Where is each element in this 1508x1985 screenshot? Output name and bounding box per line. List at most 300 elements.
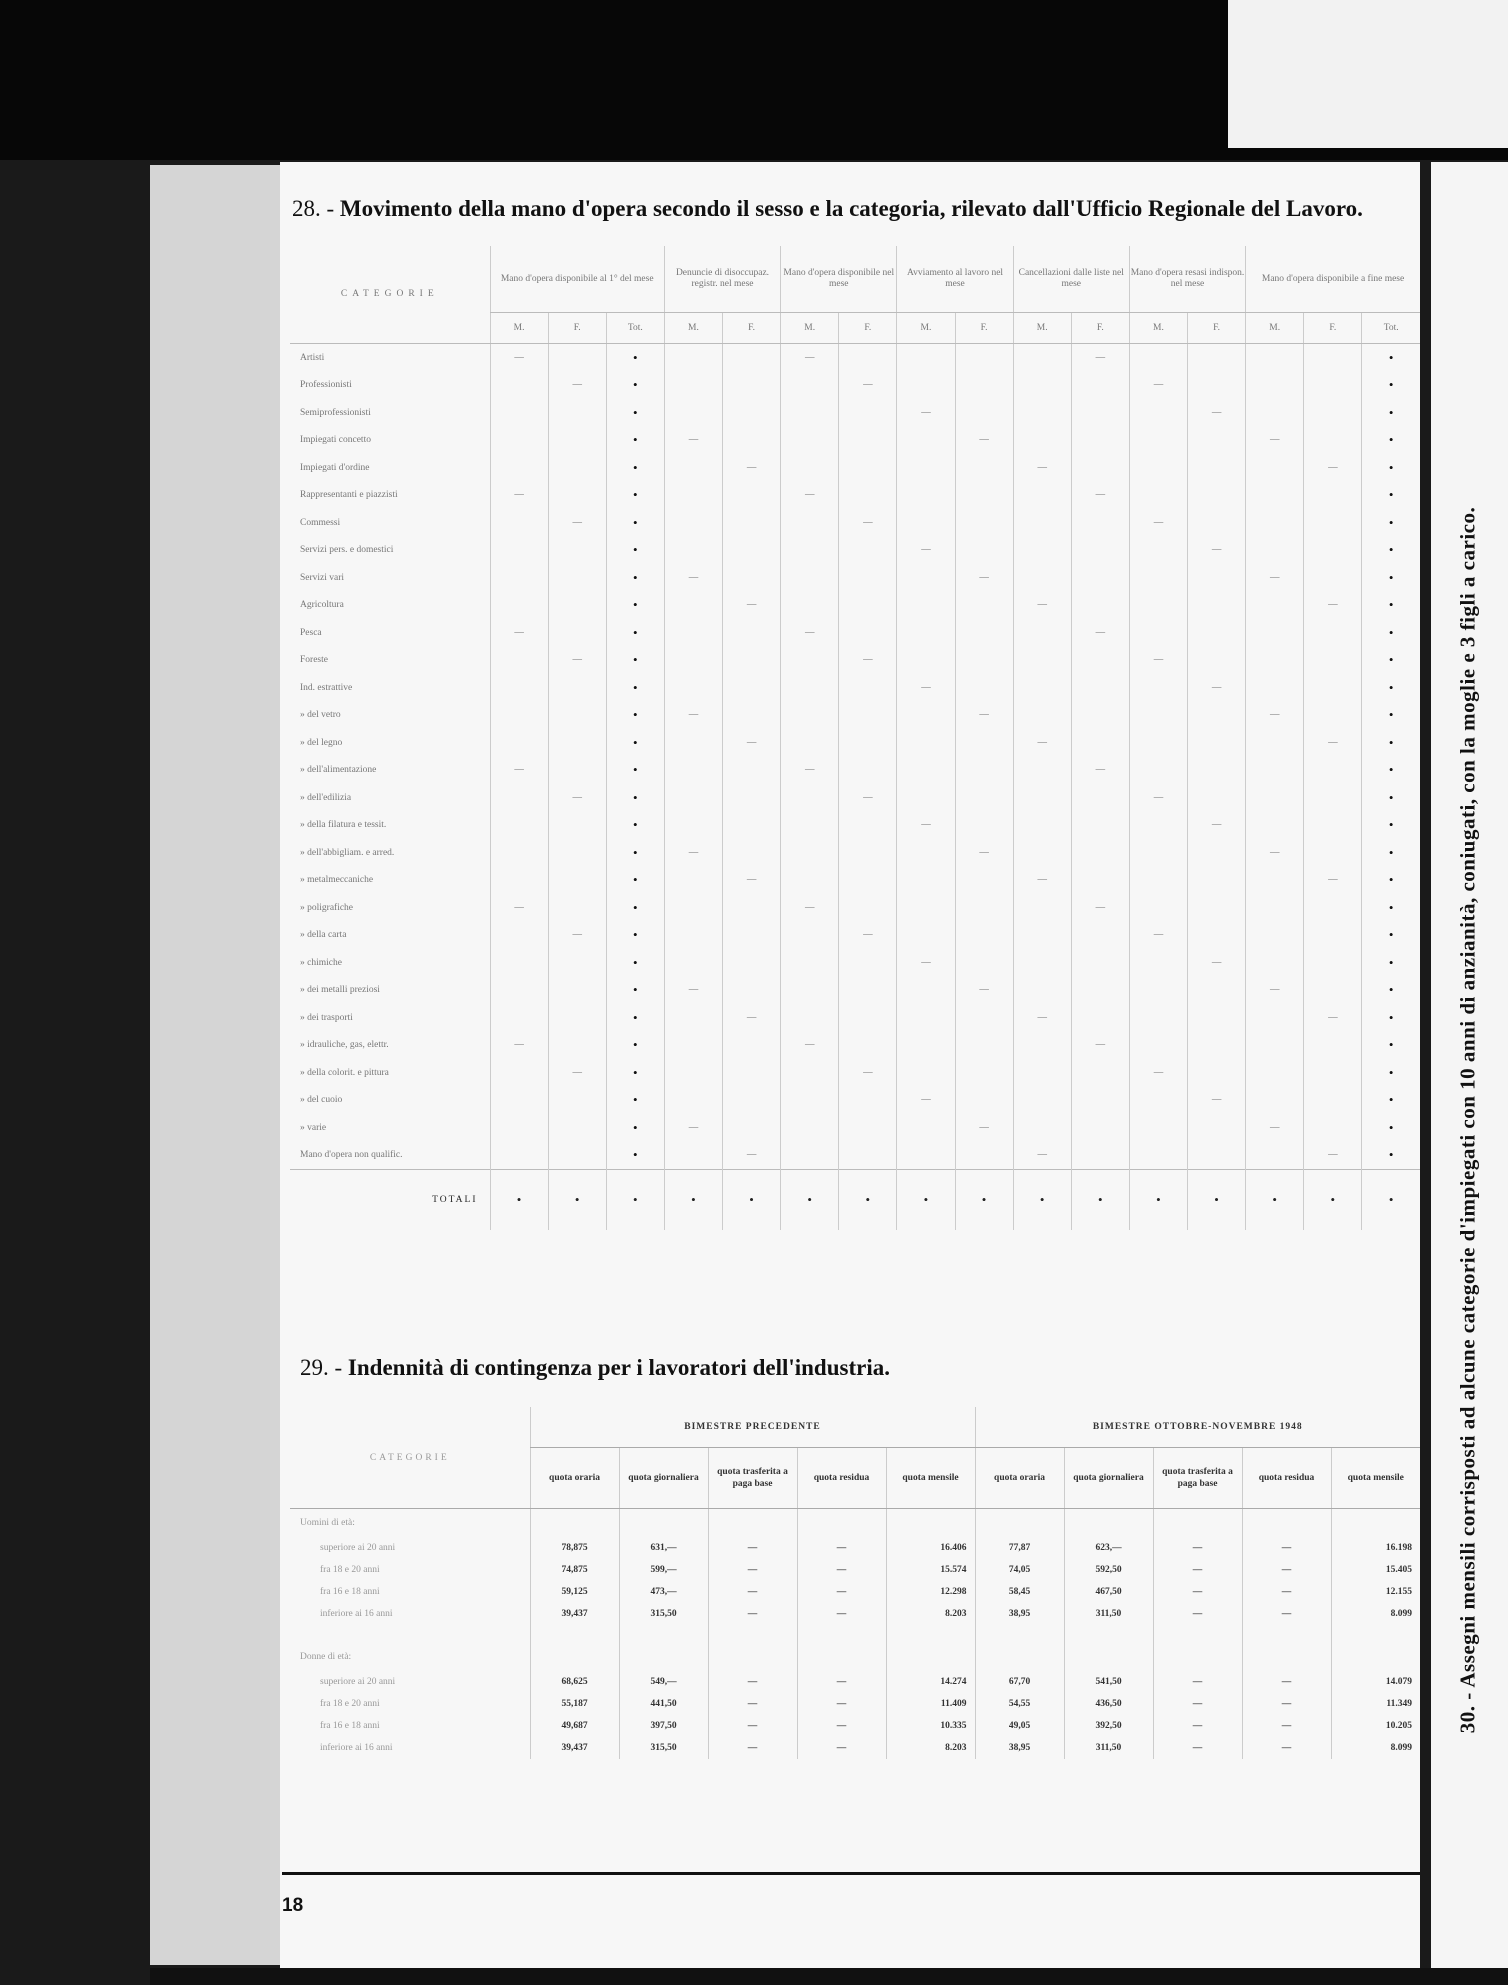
empty-cell <box>1071 1087 1129 1115</box>
empty-cell <box>955 482 1013 510</box>
dash-cell: — <box>955 702 1013 730</box>
empty-cell <box>708 1625 797 1643</box>
period-previous-header: BIMESTRE PRECEDENTE <box>530 1407 975 1448</box>
empty-cell <box>1013 894 1071 922</box>
empty-cell <box>1071 454 1129 482</box>
curr-value: 11.349 <box>1331 1693 1420 1715</box>
empty-cell <box>723 509 781 537</box>
empty-cell <box>781 1059 839 1087</box>
category-label: » della colorit. e pittura <box>300 1067 389 1078</box>
table-row <box>290 1715 1420 1737</box>
curr-value: 392,50 <box>1064 1715 1153 1737</box>
empty-cell <box>955 1032 1013 1060</box>
empty-cell <box>839 1032 897 1060</box>
empty-cell <box>839 537 897 565</box>
empty-cell <box>664 537 722 565</box>
empty-cell <box>1129 839 1187 867</box>
empty-cell <box>1246 729 1304 757</box>
group-header: Mano d'opera disponibile al 1° del mese <box>490 246 664 313</box>
dash-cell: — <box>548 1059 606 1087</box>
dash-cell: — <box>548 784 606 812</box>
empty-cell <box>1304 839 1362 867</box>
category-label: » del vetro <box>300 710 341 721</box>
category-label: » varie <box>300 1122 327 1133</box>
empty-cell <box>781 839 839 867</box>
prev-value: 39,437 <box>530 1737 619 1759</box>
empty-cell <box>664 1142 722 1170</box>
empty-cell <box>1129 867 1187 895</box>
empty-cell <box>723 427 781 455</box>
empty-cell <box>490 537 548 565</box>
empty-cell <box>897 977 955 1005</box>
empty-cell <box>664 454 722 482</box>
category-label: Mano d'opera non qualific. <box>300 1150 403 1161</box>
value-mark: • <box>1362 922 1420 950</box>
value-mark: • <box>606 784 664 812</box>
empty-cell <box>1129 674 1187 702</box>
empty-cell <box>1013 839 1071 867</box>
table-28-title-text: Movimento della mano d'opera secondo il sesso e la categoria, rilevato dall'Ufficio Regionale del Lavoro. <box>339 196 1363 221</box>
group-header: Avviamento al lavoro nel mese <box>897 246 1013 313</box>
prev-value: — <box>797 1581 886 1603</box>
table-row <box>290 647 1420 675</box>
empty-cell <box>1188 372 1246 400</box>
category-label: » dell'abbigliam. e arred. <box>300 847 395 858</box>
empty-cell <box>955 922 1013 950</box>
dark-scan-border-bottom <box>150 1968 1508 1985</box>
value-mark: • <box>1362 399 1420 427</box>
dash-cell: — <box>1071 482 1129 510</box>
category-label: Servizi pers. e domestici <box>300 545 394 556</box>
empty-cell <box>1071 729 1129 757</box>
table-row <box>290 784 1420 812</box>
total-mark: • <box>606 1170 664 1231</box>
category-label: » dei trasporti <box>300 1012 353 1023</box>
category-label: Professionisti <box>300 380 352 391</box>
empty-cell <box>1246 1087 1304 1115</box>
value-mark: • <box>606 1032 664 1060</box>
curr-value: 311,50 <box>1064 1603 1153 1625</box>
empty-cell <box>490 784 548 812</box>
value-mark: • <box>606 1142 664 1170</box>
table-row <box>290 1004 1420 1032</box>
prev-value: — <box>708 1581 797 1603</box>
empty-cell <box>897 702 955 730</box>
prev-value: — <box>708 1737 797 1759</box>
table-row <box>290 1087 1420 1115</box>
prev-value: 8.203 <box>886 1737 975 1759</box>
category-label: » della filatura e tessit. <box>300 820 387 831</box>
value-mark: • <box>1362 784 1420 812</box>
column-header: quota oraria <box>530 1448 619 1509</box>
empty-cell <box>490 427 548 455</box>
curr-value: 467,50 <box>1064 1581 1153 1603</box>
empty-cell <box>955 647 1013 675</box>
empty-cell <box>797 1509 886 1538</box>
empty-cell <box>1071 839 1129 867</box>
table-28-title <box>292 196 1363 222</box>
empty-cell <box>839 729 897 757</box>
empty-cell <box>839 702 897 730</box>
empty-cell <box>548 977 606 1005</box>
sex-subheader: F. <box>955 313 1013 344</box>
value-mark: • <box>606 592 664 620</box>
empty-cell <box>664 922 722 950</box>
curr-value: — <box>1242 1715 1331 1737</box>
empty-cell <box>490 812 548 840</box>
empty-cell <box>1013 674 1071 702</box>
empty-cell <box>1071 977 1129 1005</box>
prev-value: 10.335 <box>886 1715 975 1737</box>
empty-cell <box>1246 1032 1304 1060</box>
value-mark: • <box>1362 482 1420 510</box>
table-row <box>290 1737 1420 1759</box>
column-header: quota trasferita a paga base <box>708 1448 797 1509</box>
value-mark: • <box>606 867 664 895</box>
empty-cell <box>1188 509 1246 537</box>
empty-cell <box>548 399 606 427</box>
table-29-number: 29. - <box>300 1355 343 1380</box>
value-mark: • <box>606 619 664 647</box>
empty-cell <box>955 454 1013 482</box>
dash-cell: — <box>1071 619 1129 647</box>
prev-value: 16.406 <box>886 1537 975 1559</box>
empty-cell <box>1304 509 1362 537</box>
age-label: superiore ai 20 anni <box>320 1677 396 1687</box>
empty-cell <box>1129 702 1187 730</box>
empty-cell <box>781 1087 839 1115</box>
empty-cell <box>723 482 781 510</box>
curr-value: 436,50 <box>1064 1693 1153 1715</box>
empty-cell <box>490 399 548 427</box>
empty-cell <box>619 1509 708 1538</box>
value-mark: • <box>1362 757 1420 785</box>
value-mark: • <box>606 1114 664 1142</box>
dash-cell: — <box>1129 1059 1187 1087</box>
total-mark: • <box>1013 1170 1071 1231</box>
curr-value: — <box>1153 1537 1242 1559</box>
empty-cell <box>1188 757 1246 785</box>
total-mark: • <box>548 1170 606 1231</box>
empty-cell <box>723 619 781 647</box>
dash-cell: — <box>723 1142 781 1170</box>
empty-cell <box>1071 1004 1129 1032</box>
dash-cell: — <box>781 757 839 785</box>
empty-cell <box>781 949 839 977</box>
empty-cell <box>548 482 606 510</box>
prev-value: 74,875 <box>530 1559 619 1581</box>
dash-cell: — <box>955 839 1013 867</box>
empty-cell <box>1304 1059 1362 1087</box>
dash-cell: — <box>897 812 955 840</box>
empty-cell <box>1129 427 1187 455</box>
curr-value: 38,95 <box>975 1737 1064 1759</box>
table-29-title <box>300 1355 890 1381</box>
value-mark: • <box>1362 647 1420 675</box>
dash-cell: — <box>1071 344 1129 372</box>
dash-cell: — <box>664 427 722 455</box>
sex-subheader: M. <box>490 313 548 344</box>
value-mark: • <box>1362 949 1420 977</box>
empty-cell <box>1064 1509 1153 1538</box>
empty-cell <box>955 729 1013 757</box>
empty-cell <box>839 1087 897 1115</box>
empty-cell <box>839 619 897 647</box>
total-mark: • <box>897 1170 955 1231</box>
empty-cell <box>1071 702 1129 730</box>
dash-cell: — <box>723 1004 781 1032</box>
age-label: inferiore ai 16 anni <box>320 1609 393 1619</box>
table-28-number: 28. - <box>292 196 335 221</box>
value-mark: • <box>1362 1004 1420 1032</box>
empty-cell <box>1246 647 1304 675</box>
curr-value: 311,50 <box>1064 1737 1153 1759</box>
column-header: quota mensile <box>886 1448 975 1509</box>
empty-cell <box>490 564 548 592</box>
empty-cell <box>781 977 839 1005</box>
empty-cell <box>1304 647 1362 675</box>
category-label: » metalmeccaniche <box>300 875 374 886</box>
empty-cell <box>664 1059 722 1087</box>
empty-cell <box>975 1643 1064 1671</box>
empty-cell <box>955 757 1013 785</box>
empty-cell <box>490 674 548 702</box>
dash-cell: — <box>955 977 1013 1005</box>
value-mark: • <box>606 537 664 565</box>
sex-subheader: F. <box>548 313 606 344</box>
empty-cell <box>1153 1509 1242 1538</box>
empty-cell <box>886 1643 975 1671</box>
curr-value: — <box>1153 1693 1242 1715</box>
empty-cell <box>781 922 839 950</box>
empty-cell <box>1129 1142 1187 1170</box>
curr-value: 54,55 <box>975 1693 1064 1715</box>
empty-cell <box>955 344 1013 372</box>
dash-cell: — <box>1188 674 1246 702</box>
dash-cell: — <box>1246 977 1304 1005</box>
category-label: » dei metalli preziosi <box>300 985 380 996</box>
curr-value: — <box>1242 1559 1331 1581</box>
empty-cell <box>1071 1059 1129 1087</box>
curr-value: — <box>1153 1559 1242 1581</box>
empty-cell <box>897 619 955 647</box>
table-row <box>290 867 1420 895</box>
sex-subheader: M. <box>781 313 839 344</box>
empty-cell <box>548 344 606 372</box>
prev-value: 78,875 <box>530 1537 619 1559</box>
empty-cell <box>664 949 722 977</box>
empty-cell <box>1246 592 1304 620</box>
group-header: Mano d'opera disponibile a fine mese <box>1246 246 1420 313</box>
empty-cell <box>1331 1625 1420 1643</box>
empty-cell <box>897 729 955 757</box>
value-mark: • <box>1362 427 1420 455</box>
dash-cell: — <box>548 647 606 675</box>
side-title-30: 30. - Assegni mensili corrisposti ad alcune categorie d'impiegati con 10 anni di anzianità, coniugati, con la moglie e 3 figli a carico. <box>1455 506 1480 1734</box>
table-29-title-text: Indennità di contingenza per i lavoratori dell'industria. <box>347 1355 890 1380</box>
empty-cell <box>781 592 839 620</box>
empty-cell <box>839 1004 897 1032</box>
prev-value: 549,— <box>619 1671 708 1693</box>
value-mark: • <box>1362 977 1420 1005</box>
dash-cell: — <box>548 922 606 950</box>
total-mark: • <box>664 1170 722 1231</box>
dash-cell: — <box>490 619 548 647</box>
empty-cell <box>723 537 781 565</box>
empty-cell <box>548 894 606 922</box>
dash-cell: — <box>955 1114 1013 1142</box>
prev-value: 49,687 <box>530 1715 619 1737</box>
empty-cell <box>781 564 839 592</box>
empty-cell <box>548 427 606 455</box>
scan-paper-top-right <box>1228 0 1508 148</box>
empty-cell <box>839 949 897 977</box>
empty-cell <box>839 427 897 455</box>
empty-cell <box>1304 537 1362 565</box>
empty-cell <box>664 509 722 537</box>
prev-value: 39,437 <box>530 1603 619 1625</box>
curr-value: 8.099 <box>1331 1603 1420 1625</box>
dash-cell: — <box>955 427 1013 455</box>
category-label: » della carta <box>300 930 347 941</box>
empty-cell <box>1064 1643 1153 1671</box>
value-mark: • <box>1362 509 1420 537</box>
prev-value: — <box>708 1715 797 1737</box>
empty-cell <box>1246 922 1304 950</box>
table-row <box>290 922 1420 950</box>
empty-cell <box>530 1625 619 1643</box>
period-current-header: BIMESTRE OTTOBRE-NOVEMBRE 1948 <box>975 1407 1420 1448</box>
empty-cell <box>955 949 1013 977</box>
dash-cell: — <box>548 509 606 537</box>
table-row <box>290 1537 1420 1559</box>
table-row <box>290 894 1420 922</box>
dash-cell: — <box>781 619 839 647</box>
prev-value: — <box>708 1537 797 1559</box>
value-mark: • <box>606 674 664 702</box>
empty-cell <box>1129 454 1187 482</box>
curr-value: — <box>1153 1715 1242 1737</box>
table-row <box>290 1114 1420 1142</box>
empty-cell <box>781 867 839 895</box>
empty-cell <box>839 1142 897 1170</box>
empty-cell <box>781 1004 839 1032</box>
curr-value: — <box>1242 1737 1331 1759</box>
empty-cell <box>1246 812 1304 840</box>
empty-cell <box>955 784 1013 812</box>
empty-cell <box>530 1509 619 1538</box>
empty-cell <box>781 372 839 400</box>
value-mark: • <box>606 427 664 455</box>
dash-cell: — <box>955 564 1013 592</box>
value-mark: • <box>606 564 664 592</box>
value-mark: • <box>1362 867 1420 895</box>
empty-cell <box>548 867 606 895</box>
empty-cell <box>1188 784 1246 812</box>
curr-value: 12.155 <box>1331 1581 1420 1603</box>
empty-cell <box>664 592 722 620</box>
prev-value: 8.203 <box>886 1603 975 1625</box>
curr-value: — <box>1242 1693 1331 1715</box>
total-mark: • <box>490 1170 548 1231</box>
empty-cell <box>839 454 897 482</box>
empty-cell <box>781 509 839 537</box>
empty-cell <box>1246 894 1304 922</box>
prev-value: — <box>708 1671 797 1693</box>
empty-cell <box>723 674 781 702</box>
prev-value: — <box>708 1603 797 1625</box>
empty-cell <box>839 839 897 867</box>
empty-cell <box>548 729 606 757</box>
empty-cell <box>1013 344 1071 372</box>
total-mark: • <box>839 1170 897 1231</box>
empty-cell <box>1246 1004 1304 1032</box>
empty-cell <box>1129 592 1187 620</box>
empty-cell <box>1071 592 1129 620</box>
column-header: quota giornaliera <box>619 1448 708 1509</box>
dash-cell: — <box>1071 894 1129 922</box>
empty-cell <box>955 674 1013 702</box>
empty-cell <box>897 1004 955 1032</box>
table-row <box>290 1559 1420 1581</box>
empty-cell <box>886 1625 975 1643</box>
curr-value: 592,50 <box>1064 1559 1153 1581</box>
dash-cell: — <box>897 1087 955 1115</box>
empty-cell <box>1071 922 1129 950</box>
curr-value: 541,50 <box>1064 1671 1153 1693</box>
group-header: Cancellazioni dalle liste nel mese <box>1013 246 1129 313</box>
value-mark: • <box>1362 1087 1420 1115</box>
empty-cell <box>1304 1114 1362 1142</box>
table-row <box>290 702 1420 730</box>
category-label: Semiprofessionisti <box>300 407 371 418</box>
value-mark: • <box>606 729 664 757</box>
empty-cell <box>548 537 606 565</box>
category-label: » idrauliche, gas, elettr. <box>300 1040 389 1051</box>
empty-cell <box>1071 399 1129 427</box>
sex-subheader: F. <box>1304 313 1362 344</box>
empty-cell <box>1304 427 1362 455</box>
curr-value: 77,87 <box>975 1537 1064 1559</box>
curr-value: — <box>1242 1537 1331 1559</box>
value-mark: • <box>1362 619 1420 647</box>
empty-cell <box>1013 647 1071 675</box>
curr-value: 15.405 <box>1331 1559 1420 1581</box>
table-row <box>290 592 1420 620</box>
empty-cell <box>490 1087 548 1115</box>
empty-cell <box>797 1643 886 1671</box>
prev-value: 473,— <box>619 1581 708 1603</box>
category-label: » poligrafiche <box>300 902 354 913</box>
empty-cell <box>1071 509 1129 537</box>
empty-cell <box>897 344 955 372</box>
empty-cell <box>955 1004 1013 1032</box>
value-mark: • <box>606 894 664 922</box>
value-mark: • <box>1362 1059 1420 1087</box>
empty-cell <box>839 867 897 895</box>
empty-cell <box>619 1643 708 1671</box>
empty-cell <box>548 592 606 620</box>
empty-cell <box>1188 1004 1246 1032</box>
empty-cell <box>664 812 722 840</box>
total-mark: • <box>1246 1170 1304 1231</box>
empty-cell <box>975 1625 1064 1643</box>
column-header: quota trasferita a paga base <box>1153 1448 1242 1509</box>
empty-cell <box>1071 564 1129 592</box>
value-mark: • <box>606 372 664 400</box>
empty-cell <box>548 619 606 647</box>
empty-cell <box>1013 922 1071 950</box>
